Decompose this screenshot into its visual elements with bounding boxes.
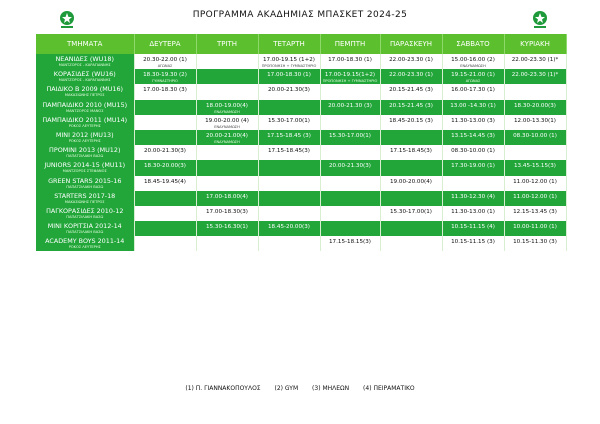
time-slot: 11.30-13.00 (3) [451,117,495,124]
time-cell [134,130,196,145]
table-row [36,191,566,206]
time-cell [380,206,442,221]
time-cell [504,176,566,191]
time-slot: 22.00-23.30 (1) [389,72,433,79]
time-slot: 17.00-18.30 (1) [328,57,372,63]
slot-note: ΓΥΜΝΑΣΤΗΡΙΟ [152,79,178,84]
time-cell [442,130,504,145]
time-slot: 20.00-21.30(3) [268,87,310,94]
coach-name: ΠΑΠΑΤΣΙΛΑΚΗ ΒΑΣΩ [66,154,104,159]
time-slot: 18.45-19.45(4) [144,178,186,185]
time-cell [504,84,566,99]
table-row [36,221,566,236]
table-row [36,69,566,84]
time-cell [258,115,320,130]
time-slot: 19.15-21.00 (1) [451,72,495,79]
time-cell [258,54,320,69]
time-cell [258,84,320,99]
time-slot: 13.00 -14.30 (1) [450,102,496,109]
legend-item: (3) ΜΗΛΕΩΝ [312,385,350,392]
time-slot: 19.00-20.00 (4) [205,117,249,124]
time-cell [196,54,258,69]
page-title: ΠΡΟΓΡΑΜΜΑ ΑΚΑΔΗΜΙΑΣ ΜΠΑΣΚΕΤ 2024-25 [192,10,408,20]
time-cell [504,69,566,84]
time-slot: 18.30-20.00(3) [514,102,556,109]
time-cell [196,221,258,236]
legend-item: (1) Π. ΓΙΑΝΝΑΚΟΠΟΥΛΟΣ [185,385,261,392]
time-cell [320,69,380,84]
schedule-table [36,34,567,251]
team-name: ΠΑΜΠΑΙΔΙΚΟ 2011 (MU14) [42,115,128,124]
slot-note: ΠΡΟΠΟΝΗΣΗ + ΓΥΜΝΑΣΤΗΡΙΟ [322,79,378,84]
time-slot: 18.45-20.00(3) [268,224,310,231]
team-name: ΚΟΡΑΣΙΔΕΣ (WU16) [53,70,116,79]
time-cell [134,54,196,69]
time-slot: 10.15-11.15 (3) [451,239,495,246]
time-slot: 18.45-20.15 (3) [389,117,433,124]
time-cell [196,191,258,206]
team-cell [36,130,134,145]
table-row [36,176,566,191]
time-cell [442,176,504,191]
coach-name: ΜΑΝΤΖΟΡΟΣ ΣΤΕΦΑΝΟΣ [62,169,107,174]
time-cell [442,115,504,130]
coach-name: ΠΑΠΑΤΣΙΛΑΚΗ ΒΑΣΩ [66,184,104,189]
team-name: ΠΑΓΚΟΡΑΣΙΔΕΣ 2010-12 [46,206,124,215]
time-slot: 15.30-17.00(1) [329,132,371,139]
team-cell [36,84,134,99]
time-cell [134,191,196,206]
time-cell [504,130,566,145]
time-cell [320,54,380,69]
coach-name: ΜΑΝΤΖΟΡΟΣ - ΚΑΡΑΓΙΑΝΝΗΣ [58,78,111,83]
team-cell [36,145,134,160]
time-slot: 18.00-19.00(4) [206,102,248,109]
time-cell [380,54,442,69]
time-slot: 11.30-12.30 (4) [451,193,495,200]
time-cell [320,145,380,160]
time-cell [320,160,380,175]
header-cell: ΤΡΙΤΗ [196,34,258,54]
time-cell [380,221,442,236]
time-cell [442,191,504,206]
time-slot: 15.30-17.00(1) [390,208,432,215]
slot-note: ΠΡΟΠΟΝΗΣΗ + ΓΥΜΝΑΣΤΗΡΙΟ [261,64,317,68]
legend [0,385,600,392]
header-cell: ΔΕΥΤΕΡΑ [134,34,196,54]
time-slot: 20.00-21.00(4) [206,132,248,139]
time-slot: 15.30-17.00(1) [268,117,310,124]
coach-name: ΡΟΚΟΣ ΛΕΥΤΕΡΗΣ [68,138,101,143]
coach-name: ΡΟΚΟΣ ΛΕΥΤΕΡΗΣ [68,245,101,250]
team-name: GREEN STARS 2015-16 [48,176,122,185]
header-row [36,34,566,54]
time-cell [380,130,442,145]
time-cell [442,100,504,115]
time-cell [504,236,566,251]
time-cell [258,176,320,191]
time-cell [320,191,380,206]
slot-note: ΑΓΩΝΑΣ [465,79,481,84]
time-cell [442,84,504,99]
table-row [36,100,566,115]
team-cell [36,69,134,84]
time-cell [320,221,380,236]
time-slot: 10.15-11.15 (4) [451,224,495,231]
time-slot: 22.00-23.30 (1)* [511,57,559,63]
team-cell [36,236,134,251]
time-cell [320,100,380,115]
header-cell: ΣΑΒΒΑΤΟ [442,34,504,54]
time-slot: 22.00-23.30 (1) [389,57,433,63]
time-slot: 20.15-21.45 (3) [389,87,433,94]
time-slot: 11.30-13.00 (1) [451,208,495,215]
header-cell: ΠΕΜΠΤΗ [320,34,380,54]
time-cell [320,206,380,221]
time-cell [196,130,258,145]
time-slot: 17.00-19.15 (1+2) [263,57,315,63]
time-cell [442,160,504,175]
time-cell [504,54,566,69]
time-cell [134,176,196,191]
time-cell [442,145,504,160]
time-slot: 17.15-18.45 (3) [267,132,311,139]
time-cell [258,69,320,84]
time-cell [196,100,258,115]
time-cell [380,100,442,115]
team-cell [36,176,134,191]
time-cell [258,236,320,251]
time-cell [442,54,504,69]
header-cell: ΠΑΡΑΣΚΕΥΗ [380,34,442,54]
slot-note: ΑΓΩΝΑΣ [157,64,173,68]
time-cell [380,115,442,130]
table-row [36,160,566,175]
coach-name: ΜΑΝΤΖΟΡΟΣ ΜΑΝΟΣ [66,108,104,113]
time-cell [196,206,258,221]
coach-name: ΜΑΚΑΣΙΩΝΗΣ ΠΕΤΡΟΣ [64,199,105,204]
time-cell [380,236,442,251]
team-name: ΠΡΟΜΙΝΙ 2013 (MU12) [49,146,121,155]
time-cell [196,176,258,191]
table-row [36,145,566,160]
time-cell [196,115,258,130]
table-row [36,236,566,251]
time-slot: 12.15-13.45 (3) [513,208,557,215]
time-cell [442,206,504,221]
time-slot: 12.00-13.30(1) [514,117,556,124]
legend-item: (2) GYM [274,385,299,392]
time-slot: 11.00-12.00 (1) [513,193,557,200]
table-row [36,206,566,221]
time-slot: 19.00-20.00(4) [390,178,432,185]
team-name: ACADEMY BOYS 2011-14 [45,237,125,246]
table-row [36,84,566,99]
time-cell [504,206,566,221]
time-cell [320,176,380,191]
time-cell [258,100,320,115]
time-slot: 13.45-15.15(3) [514,163,556,170]
team-cell [36,206,134,221]
slot-note: ΕΝΔΥΝΑΜΩΣΗ [460,64,486,68]
team-cell [36,100,134,115]
time-cell [134,84,196,99]
header-cell: ΤΕΤΑΡΤΗ [258,34,320,54]
time-cell [442,221,504,236]
time-cell [196,69,258,84]
time-cell [442,69,504,84]
team-name: JUNIORS 2014-15 (MU11) [44,161,126,170]
time-slot: 15.00-16.00 (2) [451,57,495,63]
time-cell [258,191,320,206]
team-name: ΠΑΙΔΙΚΟ Β 2009 (MU16) [46,85,124,94]
time-slot: 20.30-22.00 (1) [143,57,187,63]
time-slot: 20.00-21.30(3) [144,148,186,155]
coach-name: ΠΑΠΑΤΣΙΛΑΚΗ ΒΑΣΩ [66,214,104,219]
team-name: ΜΙΝΙ 2012 (MU13) [55,130,114,139]
time-cell [504,191,566,206]
time-slot: 20.15-21.45 (3) [389,102,433,109]
time-slot: 15.30-16.30(1) [206,224,248,231]
time-slot: 20.00-21.30 (3) [328,102,372,109]
team-cell [36,160,134,175]
time-slot: 17.15-18.45(3) [390,148,432,155]
time-slot: 20.00-21.30(3) [329,163,371,170]
time-slot: 16.00-17.30 (1) [451,87,495,94]
time-slot: 10.15-11.30 (3) [513,239,557,246]
time-cell [258,145,320,160]
table-row [36,54,566,69]
time-cell [504,115,566,130]
time-slot: 08.30-10.00 (1) [451,148,495,155]
slot-note: ΕΝΔΥΝΑΜΩΣΗ [214,124,240,129]
table-row [36,130,566,145]
time-slot: 18.30-19.30 (2) [143,72,187,79]
time-slot: 18.30-20.00(3) [144,163,186,170]
time-slot: 17.00-18.30(3) [206,208,248,215]
time-cell [320,236,380,251]
slot-note: ΕΝΔΥΝΑΜΩΣΗ [214,139,240,144]
coach-name: ΜΑΚΑΣΙΩΝΗΣ ΠΕΤΡΟΣ [64,93,105,98]
time-slot: 11.00-12.00 (1) [513,178,557,185]
time-cell [320,115,380,130]
time-slot: 17.15-18.45(3) [268,148,310,155]
time-cell [196,160,258,175]
time-cell [504,100,566,115]
time-cell [196,84,258,99]
team-cell [36,221,134,236]
team-cell [36,115,134,130]
time-slot: 22.00-23.30 (1)* [511,72,559,79]
header-cell: ΚΥΡΙΑΚΗ [504,34,566,54]
time-cell [134,145,196,160]
time-slot: 17.00-18.30 (3) [143,87,187,94]
team-name: ΝΕΑΝΙΔΕΣ (WU18) [55,55,114,63]
time-cell [258,130,320,145]
time-slot: 17.00-18.30 (1) [267,72,311,79]
team-name: STARTERS 2017-18 [54,191,116,200]
time-cell [134,206,196,221]
coach-name: ΡΟΚΟΣ ΛΕΥΤΕΡΗΣ [68,123,101,128]
time-cell [134,221,196,236]
team-name: ΜΙΝΙ ΚΟΡΙΤΣΙΑ 2012-14 [47,222,122,231]
time-cell [380,191,442,206]
coach-name: ΠΑΠΑΤΣΙΛΑΚΗ ΒΑΣΩ [66,230,104,235]
time-cell [134,69,196,84]
header-cell: ΤΜΗΜΑΤΑ [36,34,134,54]
time-cell [134,160,196,175]
time-cell [134,100,196,115]
time-cell [134,115,196,130]
team-name: ΠΑΜΠΑΙΔΙΚΟ 2010 (MU15) [42,100,128,109]
time-cell [442,236,504,251]
time-cell [258,221,320,236]
time-cell [504,221,566,236]
time-slot: 08.30-10.00 (1) [513,132,557,139]
time-cell [258,206,320,221]
time-cell [320,130,380,145]
time-cell [504,145,566,160]
time-slot: 10.00-11.00 (1) [513,224,557,231]
time-slot: 17.00-18.00(4) [206,193,248,200]
time-cell [380,84,442,99]
time-slot: 17.15-18.15(3) [329,239,371,246]
time-cell [380,145,442,160]
team-cell [36,54,134,69]
time-slot: 17.30-19.00 (1) [451,163,495,170]
table-row [36,115,566,130]
time-cell [134,236,196,251]
time-cell [380,69,442,84]
slot-note: ΕΝΔΥΝΑΜΩΣΗ [214,109,240,114]
time-cell [320,84,380,99]
time-cell [196,145,258,160]
time-cell [380,176,442,191]
legend-item: (4) ΠΕΙΡΑΜΑΤΙΚΟ [363,385,415,392]
time-cell [258,160,320,175]
time-slot: 13.15-14.45 (3) [451,132,495,139]
coach-name: ΜΑΝΤΖΟΡΟΣ - ΚΑΡΑΓΙΑΝΝΗΣ [58,63,111,67]
team-cell [36,191,134,206]
time-cell [380,160,442,175]
time-slot: 17.00-19.15(1+2) [324,72,376,79]
time-cell [196,236,258,251]
time-cell [504,160,566,175]
